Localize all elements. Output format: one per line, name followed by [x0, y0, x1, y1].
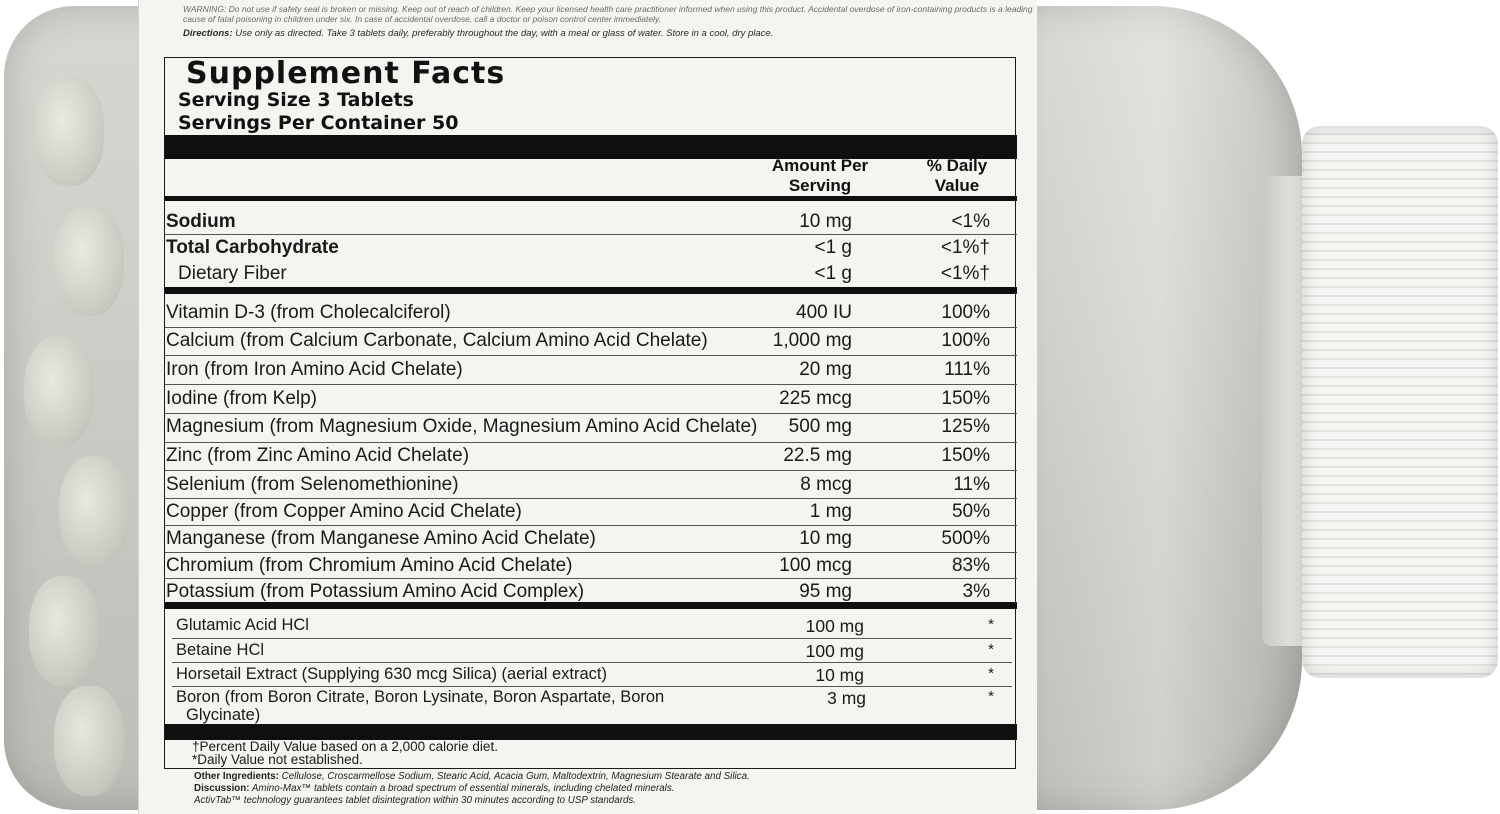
servings-per-container: Servings Per Container 50: [178, 112, 459, 134]
serving-size: Serving Size 3 Tablets: [178, 89, 414, 111]
nutrient-dv: 3%: [962, 581, 990, 602]
nutrient-dv: 83%: [951, 555, 990, 576]
column-header-rule: [165, 196, 1017, 201]
bottle-cap: [1302, 126, 1498, 678]
nutrient-row: [166, 209, 1012, 236]
row-rule: [172, 662, 1012, 663]
nutrient-name: Iodine (from Kelp): [166, 388, 318, 409]
nutrient-row: [166, 300, 1012, 327]
discussion-label: Discussion:: [194, 783, 250, 794]
nutrient-name: Calcium (from Calcium Carbonate, Calcium Amino Acid Chelate): [166, 330, 708, 351]
ingredient-dv: *: [988, 688, 994, 705]
ingredient-dv: *: [988, 641, 994, 658]
activtab-note: ActivTab™ technology guarantees tablet disintegration within 30 minutes according to USP standards.: [194, 795, 637, 806]
nutrient-row: [166, 526, 1012, 553]
warning-text: WARNING: Do not use if safety seal is broken or missing. Keep out of reach of children. Keep your licensed health care practitioner informed when using this product. Accidental overdose of iron-containing products is a leading cause of fatal poisoning in children under six. In case of accidental overdose, call a doctor or poison control center immediately.: [183, 4, 1033, 24]
nutrient-amount: 1 mg: [809, 501, 852, 522]
nutrient-amount: <1 g: [814, 263, 852, 284]
nutrient-name: Vitamin D-3 (from Cholecalciferol): [166, 302, 451, 323]
nutrient-row: [166, 443, 1012, 470]
footnote-not-established: *Daily Value not established.: [192, 752, 363, 767]
ingredient-amount: 10 mg: [815, 665, 864, 685]
nutrient-row: [166, 235, 1012, 262]
tablet: [54, 686, 124, 796]
nutrient-name: Copper (from Copper Amino Acid Chelate): [166, 501, 522, 522]
discussion-text: Amino-Max™ tablets contain a broad spectrum of essential minerals, including chelated minerals.: [251, 783, 675, 794]
nutrient-name: Iron (from Iron Amino Acid Chelate): [166, 359, 463, 380]
row-rule: [165, 355, 1017, 356]
nutrient-dv: 500%: [941, 528, 990, 549]
nutrient-dv: <1%: [951, 211, 990, 232]
other-ingredients-label: Other Ingredients:: [194, 771, 279, 782]
supplement-facts-title: Supplement Facts: [186, 56, 506, 91]
daily-value-column-header: % Daily Value: [926, 156, 988, 195]
directions-text: [183, 28, 1035, 39]
tablet: [34, 76, 104, 186]
nutrient-amount: 100 mcg: [779, 555, 852, 576]
nutrient-amount: 20 mg: [799, 359, 852, 380]
ingredient-dv: *: [988, 616, 994, 633]
nutrient-name: Chromium (from Chromium Amino Acid Chelate): [166, 555, 573, 576]
nutrient-dv: 100%: [941, 302, 990, 323]
nutrient-name: Sodium: [166, 211, 236, 232]
tablet: [59, 456, 129, 566]
nutrient-amount: 95 mg: [799, 581, 852, 602]
directions-body: Use only as directed. Take 3 tablets daily, preferably throughout the day, with a meal or glass of water. Store in a cool, dry place.: [235, 28, 774, 39]
nutrient-dv: 100%: [941, 330, 990, 351]
nutrient-dv: 11%: [953, 474, 990, 495]
nutrient-name: Potassium (from Potassium Amino Acid Complex): [166, 581, 585, 602]
discussion: [194, 783, 1034, 794]
nutrient-name: Zinc (from Zinc Amino Acid Chelate): [166, 445, 470, 466]
nutrient-name: Magnesium (from Magnesium Oxide, Magnesium Amino Acid Chelate): [166, 416, 758, 437]
footer-bar: [165, 724, 1017, 740]
ingredient-dv: *: [988, 665, 994, 682]
nutrient-amount: 10 mg: [799, 528, 852, 549]
nutrient-row: [166, 579, 1012, 606]
nutrient-row: [166, 386, 1012, 413]
ingredient-name: [176, 688, 664, 724]
nutrient-dv: 50%: [951, 501, 990, 522]
ingredient-name: Betaine HCl: [176, 641, 265, 659]
ingredient-amount: 100 mg: [805, 616, 864, 636]
nutrient-name: Manganese (from Manganese Amino Acid Chelate): [166, 528, 596, 549]
nutrient-row: [166, 553, 1012, 580]
nutrient-amount: 10 mg: [799, 211, 852, 232]
nutrient-amount: 22.5 mg: [783, 445, 852, 466]
other-ingredients: [194, 771, 1034, 782]
tablet: [24, 336, 94, 446]
row-rule: [172, 638, 1012, 639]
other-ingredient-row: [176, 615, 1006, 639]
row-rule: [165, 470, 1017, 471]
nutrient-row: [166, 472, 1012, 499]
nutrient-row: [166, 357, 1012, 384]
directions-label: Directions:: [183, 28, 233, 39]
other-ingredient-row: [176, 664, 1006, 688]
nutrient-name: Dietary Fiber: [178, 263, 287, 284]
nutrient-dv: <1%†: [940, 263, 990, 284]
nutrient-amount: 400 IU: [796, 302, 852, 323]
nutrient-dv: 111%: [944, 359, 990, 380]
footnote-dv: †Percent Daily Value based on a 2,000 calorie diet.: [192, 739, 498, 754]
nutrient-dv: 150%: [941, 388, 990, 409]
nutrient-amount: 500 mg: [788, 416, 852, 437]
nutrient-dv: 125%: [941, 416, 990, 437]
nutrient-amount: <1 g: [814, 237, 852, 258]
amount-column-header: Amount Per Serving: [771, 156, 869, 195]
other-ingredient-row: [176, 687, 1006, 725]
ingredient-amount: 100 mg: [805, 641, 864, 661]
nutrient-row: [166, 499, 1012, 526]
other-ingredient-row: [176, 640, 1006, 664]
nutrient-amount: 1,000 mg: [772, 330, 852, 351]
ingredient-amount: 3 mg: [827, 688, 866, 708]
visible-tablets: [14, 36, 144, 796]
nutrient-dv: <1%†: [940, 237, 990, 258]
ingredient-name: Horsetail Extract (Supplying 630 mcg Silica) (aerial extract): [176, 665, 607, 683]
section-divider: [165, 287, 1017, 294]
nutrient-dv: 150%: [941, 445, 990, 466]
serving-info: [178, 89, 458, 135]
ingredient-name-line1: Boron (from Boron Citrate, Boron Lysinate, Boron Aspartate, Boron: [176, 688, 665, 706]
ingredient-name: Glutamic Acid HCl: [176, 616, 309, 634]
nutrient-name: Total Carbohydrate: [166, 237, 339, 258]
tablet: [29, 576, 99, 686]
row-rule: [165, 384, 1017, 385]
nutrient-row: [166, 261, 1012, 288]
tablet: [54, 206, 124, 316]
nutrient-amount: 225 mcg: [779, 388, 852, 409]
ingredient-name-line2: Glycinate): [186, 706, 261, 724]
nutrient-row: [166, 414, 1012, 441]
nutrient-row: [166, 328, 1012, 355]
nutrient-amount: 8 mcg: [800, 474, 852, 495]
other-ingredients-text: Cellulose, Croscarmellose Sodium, Stearic Acid, Acacia Gum, Maltodextrin, Magnesium Stearate and Silica.: [281, 771, 750, 782]
nutrient-name: Selenium (from Selenomethionine): [166, 474, 459, 495]
